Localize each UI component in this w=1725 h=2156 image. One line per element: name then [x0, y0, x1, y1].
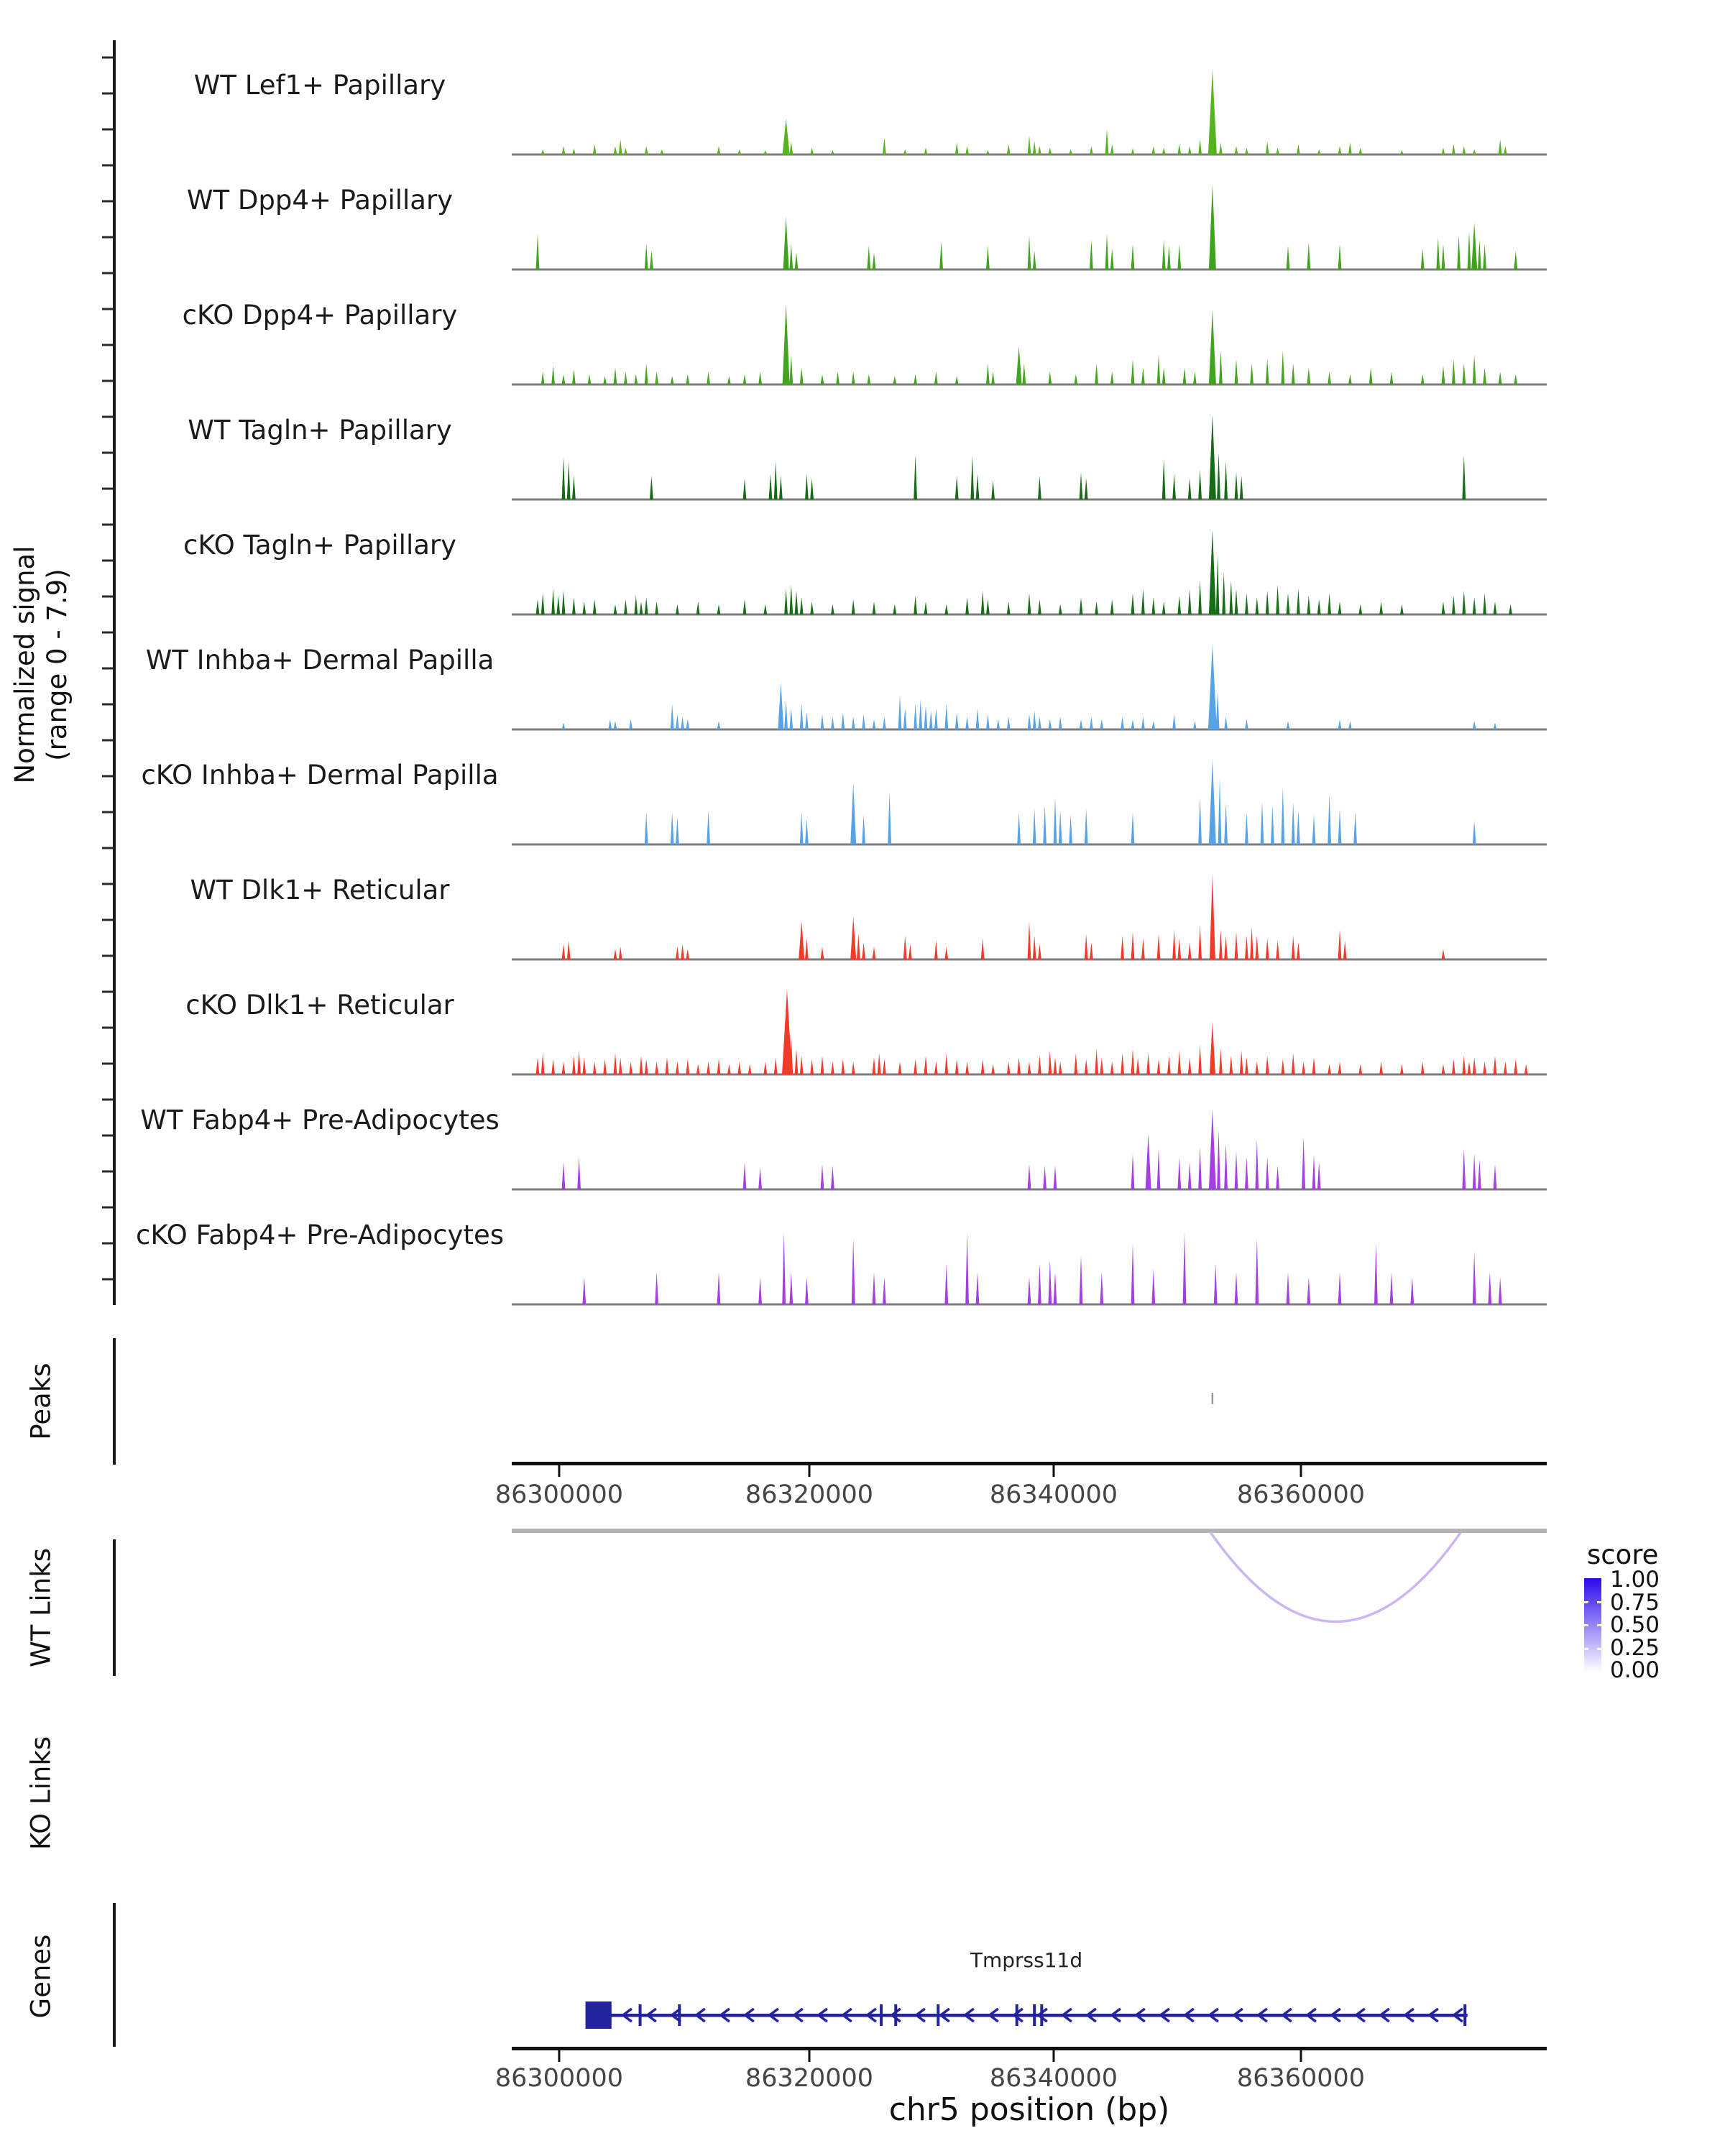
- section-label-genes: Genes: [25, 1934, 57, 2019]
- colorbar-tick: [1584, 1601, 1588, 1603]
- legend-tick-label: 0.00: [1610, 1657, 1660, 1683]
- coverage-signal: [536, 530, 1512, 614]
- score-colorbar: [1584, 1578, 1601, 1672]
- coverage-signal: [536, 185, 1518, 270]
- track-label: cKO Fabp4+ Pre-Adipocytes: [135, 1220, 505, 1250]
- coverage-signal: [541, 70, 1507, 155]
- track-label: cKO Dpp4+ Papillary: [182, 300, 458, 331]
- gene-name-label: Tmprss11d: [970, 1948, 1083, 1972]
- coverage-signal: [536, 990, 1528, 1074]
- coverage-signal: [562, 415, 1466, 499]
- gene-exon-tick: [639, 2004, 642, 2026]
- colorbar-tick: [1584, 1648, 1588, 1650]
- genome-axis-tick-label: 86300000: [494, 1480, 624, 1509]
- track-label: WT Tagln+ Papillary: [188, 415, 452, 446]
- colorbar-tick: [1597, 1601, 1601, 1603]
- genome-axis-tick-label: 86320000: [745, 2064, 874, 2093]
- gene-exon-box: [586, 2001, 612, 2029]
- coverage-signal: [582, 1233, 1501, 1304]
- genome-axis-tick-label: 86360000: [1236, 1480, 1366, 1509]
- y-axis-label: [9, 545, 73, 783]
- track-label: cKO Dlk1+ Reticular: [185, 990, 454, 1021]
- gene-exon-tick: [1040, 2004, 1043, 2026]
- genome-axis-tick-label: 86300000: [494, 2064, 624, 2093]
- track-label: WT Fabp4+ Pre-Adipocytes: [140, 1105, 500, 1135]
- genome-axis-tick-label: 86340000: [989, 1480, 1118, 1509]
- genome-axis-line: [512, 1462, 1547, 1465]
- genome-axis-tick-label: 86340000: [989, 2064, 1118, 2093]
- coverage-signal: [541, 304, 1517, 384]
- coverage-signal: [562, 1109, 1497, 1189]
- gene-exon-tick: [678, 2004, 681, 2026]
- track-label: WT Dpp4+ Papillary: [186, 185, 454, 216]
- legend-tick-label: 0.75: [1610, 1589, 1660, 1616]
- track-label: WT Inhba+ Dermal Papilla: [145, 645, 494, 676]
- coverage-signal: [562, 875, 1445, 959]
- genome-axis-tick-label: 86360000: [1236, 2064, 1366, 2093]
- coverage-signal: [562, 645, 1497, 729]
- y-axis-label-line2: (range 0 - 7.9): [42, 568, 73, 761]
- genome-axis-tick-label: 86320000: [745, 1480, 874, 1509]
- wt-links-axis-spine: [113, 1539, 116, 1676]
- gene-exon-tick: [1033, 2004, 1036, 2026]
- colorbar-tick: [1584, 1624, 1588, 1626]
- colorbar-tick: [1597, 1648, 1601, 1650]
- gene-exon-tick: [880, 2004, 883, 2026]
- section-label-peaks: Peaks: [25, 1363, 57, 1440]
- track-label: WT Dlk1+ Reticular: [190, 875, 450, 906]
- x-axis-title: chr5 position (bp): [888, 2091, 1170, 2128]
- legend-tick-label: 0.50: [1610, 1612, 1660, 1638]
- legend-tick-label: 1.00: [1610, 1567, 1660, 1593]
- gene-exon-tick: [894, 2004, 897, 2026]
- peaks-axis-spine: [113, 1338, 116, 1465]
- link-arc: [1210, 1532, 1460, 1622]
- track-label: WT Lef1+ Papillary: [193, 70, 446, 101]
- track-label: cKO Inhba+ Dermal Papilla: [141, 760, 499, 791]
- legend-title: score: [1587, 1539, 1659, 1570]
- legend-tick-label: 0.25: [1610, 1634, 1660, 1661]
- genome-axis-line: [512, 2047, 1547, 2050]
- links-baseline: [512, 1529, 1547, 1533]
- section-label-ko-links: KO Links: [25, 1736, 57, 1851]
- colorbar-tick: [1597, 1624, 1601, 1626]
- coverage-signal: [645, 760, 1476, 844]
- section-label-wt-links: WT Links: [25, 1548, 57, 1667]
- y-axis-label-line1: Normalized signal: [9, 545, 40, 784]
- gene-exon-tick: [1463, 2004, 1466, 2026]
- signal-axis-spine: [113, 40, 116, 1305]
- track-label: cKO Tagln+ Papillary: [183, 530, 457, 561]
- genes-axis-spine: [113, 1903, 116, 2047]
